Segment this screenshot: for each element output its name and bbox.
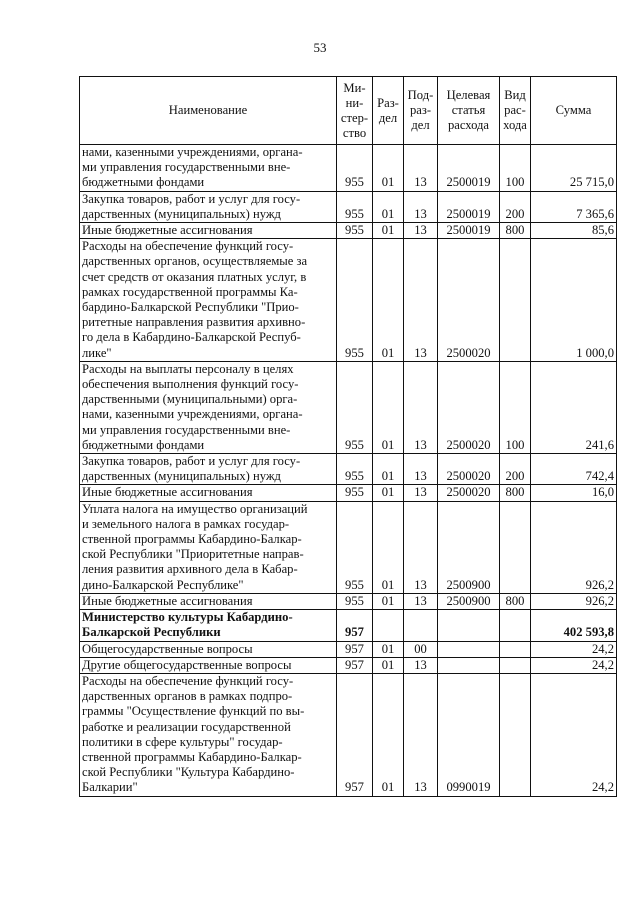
table-row [80,191,617,222]
cell-ministry: 955 [337,145,373,192]
cell-name: Закупка товаров, работ и услуг для госу- дарственных (муниципальных) нужд [80,191,337,222]
cell-section: 01 [373,657,404,673]
cell-target-article: 2500020 [438,239,500,362]
table-header-row [80,77,617,145]
cell-expense-type [500,641,531,657]
table-row [80,485,617,501]
cell-subsection: 13 [404,145,438,192]
table-row [80,361,617,453]
cell-target-article: 2500019 [438,223,500,239]
cell-subsection [404,610,438,641]
cell-target-article: 2500900 [438,593,500,609]
cell-ministry: 957 [337,610,373,641]
cell-subsection: 13 [404,361,438,453]
cell-target-article: 2500020 [438,485,500,501]
cell-ministry: 955 [337,501,373,593]
header-section: Раз- дел [373,77,404,145]
cell-amount: 24,2 [531,673,617,796]
cell-section: 01 [373,145,404,192]
table-body [80,145,617,797]
cell-expense-type [500,501,531,593]
table-row [80,673,617,796]
cell-amount: 926,2 [531,593,617,609]
cell-amount: 926,2 [531,501,617,593]
cell-ministry: 955 [337,593,373,609]
cell-expense-type: 800 [500,485,531,501]
cell-ministry: 955 [337,239,373,362]
cell-section: 01 [373,501,404,593]
table-row [80,593,617,609]
header-subsection: Под- раз- дел [404,77,438,145]
cell-section: 01 [373,485,404,501]
cell-section: 01 [373,641,404,657]
cell-subsection: 13 [404,501,438,593]
cell-expense-type: 200 [500,454,531,485]
cell-subsection: 13 [404,239,438,362]
cell-subsection: 13 [404,191,438,222]
cell-subsection: 13 [404,673,438,796]
cell-section: 01 [373,593,404,609]
table-row [80,641,617,657]
table-row [80,657,617,673]
cell-amount: 241,6 [531,361,617,453]
cell-name: Другие общегосударственные вопросы [80,657,337,673]
cell-ministry: 957 [337,641,373,657]
cell-ministry: 955 [337,361,373,453]
cell-name: Расходы на обеспечение функций госу- дарственных органов в рамках подпро- граммы "Осуществление функций по вы- работке и реализации государственной политики в сфере культуры" государ- ственной программы Кабардино-Балкар- ской Республики "Культура Кабардино- Балкарии" [80,673,337,796]
table-row [80,239,617,362]
table-row [80,145,617,192]
cell-name: Расходы на обеспечение функций госу- дарственных органов, осуществляемые за счет средств от оказания платных услуг, в рамках государственной программы Ка- бардино-Балкарской Республики "Прио- ритетные направления развития архивно- го дела в Кабардино-Балкарской Респуб- лике" [80,239,337,362]
header-ministry: Ми- ни- стер- ство [337,77,373,145]
table-row [80,501,617,593]
header-expense-type: Вид рас- хода [500,77,531,145]
cell-expense-type [500,673,531,796]
cell-target-article [438,657,500,673]
table-row [80,223,617,239]
cell-amount: 85,6 [531,223,617,239]
cell-section: 01 [373,191,404,222]
cell-expense-type: 100 [500,145,531,192]
cell-expense-type: 800 [500,223,531,239]
cell-section [373,610,404,641]
cell-section: 01 [373,223,404,239]
cell-ministry: 955 [337,223,373,239]
cell-ministry: 957 [337,657,373,673]
cell-name: Иные бюджетные ассигнования [80,223,337,239]
budget-table [79,76,617,797]
cell-expense-type: 100 [500,361,531,453]
cell-target-article: 2500020 [438,454,500,485]
table-row [80,610,617,641]
table-row [80,454,617,485]
cell-amount: 16,0 [531,485,617,501]
cell-target-article: 2500900 [438,501,500,593]
cell-subsection: 13 [404,657,438,673]
cell-amount: 402 593,8 [531,610,617,641]
cell-amount: 742,4 [531,454,617,485]
cell-amount: 25 715,0 [531,145,617,192]
cell-name: нами, казенными учреждениями, органа- ми управления государственными вне- бюджетными фондами [80,145,337,192]
cell-name: Общегосударственные вопросы [80,641,337,657]
cell-target-article: 0990019 [438,673,500,796]
cell-section: 01 [373,239,404,362]
cell-expense-type [500,610,531,641]
cell-name: Уплата налога на имущество организаций и земельного налога в рамках государ- ственной программы Кабардино-Балкар- ской Республики "Приоритетные направ- ления развития архивного дела в Кабар- дино-Балкарской Республике" [80,501,337,593]
cell-ministry: 955 [337,454,373,485]
cell-subsection: 00 [404,641,438,657]
cell-name: Закупка товаров, работ и услуг для госу- дарственных (муниципальных) нужд [80,454,337,485]
cell-subsection: 13 [404,223,438,239]
header-name: Наименование [80,77,337,145]
cell-ministry: 955 [337,485,373,501]
cell-name: Иные бюджетные ассигнования [80,593,337,609]
cell-subsection: 13 [404,593,438,609]
cell-amount: 1 000,0 [531,239,617,362]
header-amount: Сумма [531,77,617,145]
cell-name: Расходы на выплаты персоналу в целях обеспечения выполнения функций госу- дарственными (муниципальными) орга- нами, казенными учреждениями, органа- ми управления государственными вне- бюджетными фондами [80,361,337,453]
cell-expense-type: 800 [500,593,531,609]
header-target-article: Целевая статья расхода [438,77,500,145]
cell-expense-type [500,657,531,673]
cell-target-article [438,610,500,641]
cell-expense-type: 200 [500,191,531,222]
cell-section: 01 [373,673,404,796]
cell-amount: 24,2 [531,657,617,673]
cell-subsection: 13 [404,454,438,485]
cell-ministry: 957 [337,673,373,796]
cell-section: 01 [373,454,404,485]
cell-name: Министерство культуры Кабардино- Балкарской Республики [80,610,337,641]
cell-target-article: 2500020 [438,361,500,453]
cell-section: 01 [373,361,404,453]
cell-target-article [438,641,500,657]
cell-ministry: 955 [337,191,373,222]
cell-amount: 24,2 [531,641,617,657]
cell-target-article: 2500019 [438,145,500,192]
cell-amount: 7 365,6 [531,191,617,222]
cell-target-article: 2500019 [438,191,500,222]
cell-name: Иные бюджетные ассигнования [80,485,337,501]
cell-expense-type [500,239,531,362]
cell-subsection: 13 [404,485,438,501]
page-number: 53 [313,40,327,55]
